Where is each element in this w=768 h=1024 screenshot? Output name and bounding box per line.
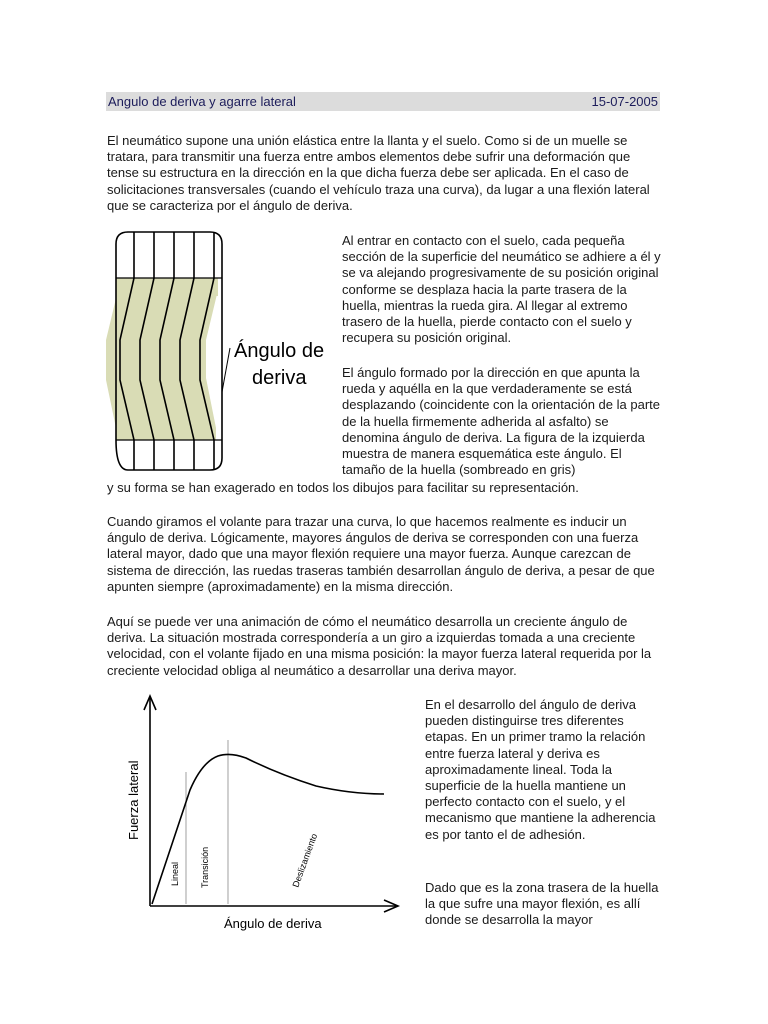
paragraph-rear: Dado que es la zona trasera de la huella la que sufre una mayor flexión, es allí donde se desarrolla la mayor [425,880,659,928]
paragraph-contact: Al entrar en contacto con el suelo, cada pequeña sección de la superficie del neumático se adhiere a él y se va alejando progresivamente de su posición original conforme se desplaza hacia la parte trasera de la huella, mientras la rueda gira. Al llegar al extremo trasero de la huella, pierde contacto con el suelo y recupera su posición original. [342,233,661,346]
paragraph-steering: Cuando giramos el volante para trazar una curva, lo que hacemos realmente es inducir un ángulo de deriva. Lógicamente, mayores ángulos de deriva se corresponden con una fuerza lateral mayor, dado que una mayor flexión requiere una mayor fuerza. Aunque carezcan de sistema de dirección, las ruedas traseras también desarrollan ángulo de deriva, a pesar de que apunten siempre (aproximadamente) en la misma dirección. [107,514,655,594]
y-axis [144,696,156,906]
x-axis [150,900,398,912]
paragraph-intro: El neumático supone una unión elástica entre la llanta y el suelo. Como si de un muelle se tratara, para transmitir una fuerza entre ambos elementos debe sufrir una deformación que tense su estructura en la dirección en la que dicha fuerza debe ser aplicada. En el caso de solicitaciones transversales (cuando el vehículo traza una curva), da lugar a una flexión lateral que se caracteriza por el ángulo de deriva. [107,133,650,213]
paragraph-stages: En el desarrollo del ángulo de deriva pueden distinguirse tres diferentes etapas. En un primer tramo la relación entre fuerza lateral y deriva es aproximadamente lineal. Toda la superficie de la huella mantiene un perfecto contacto con el suelo, y el mecanismo que mantiene la adherencia es por tanto el de adhesión. [425,697,656,842]
zone-label-lineal: Lineal [170,861,180,886]
tire-contact-shade [106,278,218,440]
lateral-force-diagram [106,690,412,936]
zone-label-transicion: Transición [200,846,210,888]
x-axis-label: Ángulo de deriva [224,916,322,931]
tire-flex-figure [106,230,336,472]
force-curve [152,754,384,904]
article-header [106,92,660,111]
angle-label-line2: deriva [252,367,307,389]
angle-slant-line [222,348,230,392]
article-title: Angulo de deriva y agarre lateral [108,94,296,109]
article-date: 15-07-2005 [591,94,658,109]
y-axis-label: Fuerza lateral [126,760,141,840]
paragraph-animation: Aquí se puede ver una animación de cómo el neumático desarrolla un creciente ángulo de deriva. La situación mostrada correspondería a un giro a izquierdas tomada a una creciente velocidad, con el volante fijado en una misma posición: la mayor fuerza lateral requerida por la creciente velocidad obliga al neumático a desarrollar una deriva mayor. [107,614,652,678]
paragraph-angle: El ángulo formado por la dirección en que apunta la rueda y aquélla en la que verdaderamente se está desplazando (coincidente con la orientación de la parte de la huella firmemente adherida al asfalto) se denomina ángulo de deriva. La figura de la izquierda muestra de manera esquemática este ángulo. El tamaño de la huella (sombreado en gris) [342,365,660,478]
angle-label-line1: Ángulo de [234,340,325,362]
zone-label-deslizamiento: Deslizamiento [290,832,320,889]
paragraph-angle-continued: y su forma se han exagerado en todos los dibujos para facilitar su representación. [107,480,579,495]
